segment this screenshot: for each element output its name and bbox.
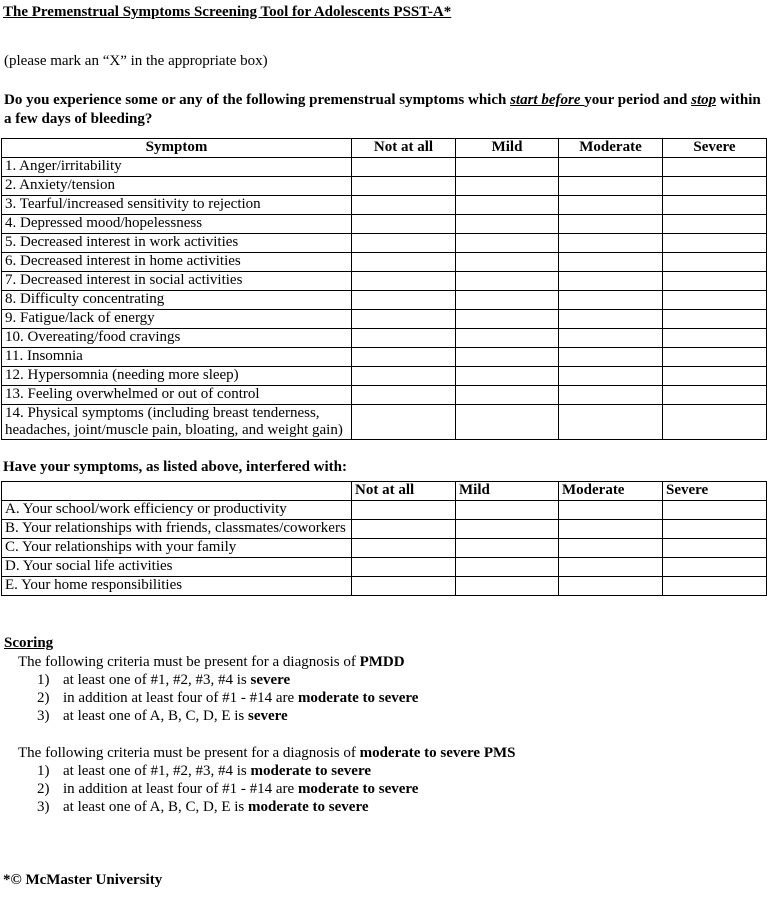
copyright-footer: *© McMaster University	[3, 872, 163, 888]
response-cell-not-at-all[interactable]	[352, 577, 456, 596]
response-cell-severe[interactable]	[663, 558, 767, 577]
response-cell-severe[interactable]	[663, 577, 767, 596]
response-cell-moderate[interactable]	[559, 348, 663, 367]
response-cell-moderate[interactable]	[559, 272, 663, 291]
symptom-label: 12. Hypersomnia (needing more sleep)	[2, 367, 352, 386]
symptom-row	[2, 329, 767, 348]
symptom-label: 5. Decreased interest in work activities	[2, 234, 352, 253]
interference-table	[1, 481, 767, 596]
response-cell-moderate[interactable]	[559, 367, 663, 386]
symptom-label: 8. Difficulty concentrating	[2, 291, 352, 310]
response-cell-not-at-all[interactable]	[352, 272, 456, 291]
response-cell-severe[interactable]	[663, 539, 767, 558]
scoring-item-number: 1)	[37, 672, 50, 688]
response-cell-moderate[interactable]	[559, 253, 663, 272]
response-cell-not-at-all[interactable]	[352, 539, 456, 558]
symptom-row	[2, 272, 767, 291]
column-header-not-at-all: Not at all	[352, 482, 456, 501]
response-cell-severe[interactable]	[663, 196, 767, 215]
response-cell-mild[interactable]	[456, 577, 559, 596]
response-cell-moderate[interactable]	[559, 291, 663, 310]
page-title: The Premenstrual Symptoms Screening Tool for Adolescents PSST-A*	[3, 4, 452, 20]
response-cell-moderate[interactable]	[559, 501, 663, 520]
symptom-row	[2, 386, 767, 405]
response-cell-not-at-all[interactable]	[352, 253, 456, 272]
pmdd-intro	[18, 653, 764, 671]
response-cell-mild[interactable]	[456, 215, 559, 234]
response-cell-moderate[interactable]	[559, 215, 663, 234]
scoring-item-text: at least one of #1, #2, #3, #4 is moderate to severe	[63, 763, 371, 779]
column-header-mild: Mild	[456, 482, 559, 501]
response-cell-not-at-all[interactable]	[352, 196, 456, 215]
response-cell-severe[interactable]	[663, 329, 767, 348]
symptom-row	[2, 234, 767, 253]
scoring-item-text: in addition at least four of #1 - #14 are moderate to severe	[63, 690, 419, 706]
scoring-item	[37, 671, 764, 689]
response-cell-severe[interactable]	[663, 177, 767, 196]
scoring-item-number: 3)	[37, 708, 50, 724]
response-cell-mild[interactable]	[456, 405, 559, 440]
scoring-item	[37, 707, 764, 725]
response-cell-severe[interactable]	[663, 158, 767, 177]
response-cell-mild[interactable]	[456, 272, 559, 291]
response-cell-severe[interactable]	[663, 367, 767, 386]
response-cell-severe[interactable]	[663, 310, 767, 329]
column-header-moderate: Moderate	[559, 139, 663, 158]
symptom-row	[2, 348, 767, 367]
response-cell-moderate[interactable]	[559, 405, 663, 440]
scoring-item-text: at least one of A, B, C, D, E is moderate to severe	[63, 799, 369, 815]
response-cell-mild[interactable]	[456, 310, 559, 329]
symptom-label: 7. Decreased interest in social activities	[2, 272, 352, 291]
interference-row	[2, 520, 767, 539]
response-cell-moderate[interactable]	[559, 520, 663, 539]
symptom-row	[2, 405, 767, 440]
symptom-label: 4. Depressed mood/hopelessness	[2, 215, 352, 234]
interference-table-header-row	[2, 482, 767, 501]
symptom-table	[1, 138, 767, 440]
column-header-symptom: Symptom	[2, 139, 352, 158]
response-cell-moderate[interactable]	[559, 329, 663, 348]
response-cell-not-at-all[interactable]	[352, 177, 456, 196]
response-cell-not-at-all[interactable]	[352, 367, 456, 386]
question-emphasis: start before	[510, 92, 585, 108]
instruction-text: (please mark an “X” in the appropriate box)	[4, 53, 268, 69]
response-cell-not-at-all[interactable]	[352, 158, 456, 177]
response-cell-moderate[interactable]	[559, 539, 663, 558]
symptom-row	[2, 215, 767, 234]
response-cell-mild[interactable]	[456, 177, 559, 196]
response-cell-moderate[interactable]	[559, 158, 663, 177]
response-cell-moderate[interactable]	[559, 577, 663, 596]
question-part: within a few days of bleeding?	[4, 92, 761, 127]
symptom-label: 14. Physical symptoms (including breast tenderness, headaches, joint/muscle pain, bloating, and weight gain)	[2, 405, 352, 440]
question-emphasis: stop	[691, 92, 717, 108]
symptom-label: 9. Fatigue/lack of energy	[2, 310, 352, 329]
response-cell-mild[interactable]	[456, 234, 559, 253]
response-cell-mild[interactable]	[456, 196, 559, 215]
response-cell-moderate[interactable]	[559, 177, 663, 196]
symptom-label: 6. Decreased interest in home activities	[2, 253, 352, 272]
scoring-item-number: 3)	[37, 799, 50, 815]
pms-term: moderate to severe PMS	[359, 745, 516, 761]
response-cell-mild[interactable]	[456, 348, 559, 367]
symptom-row	[2, 291, 767, 310]
interference-row	[2, 539, 767, 558]
symptom-row	[2, 367, 767, 386]
symptom-label: 11. Insomnia	[2, 348, 352, 367]
response-cell-severe[interactable]	[663, 405, 767, 440]
response-cell-severe[interactable]	[663, 253, 767, 272]
response-cell-moderate[interactable]	[559, 234, 663, 253]
response-cell-mild[interactable]	[456, 253, 559, 272]
response-cell-mild[interactable]	[456, 501, 559, 520]
scoring-item-text: at least one of #1, #2, #3, #4 is severe	[63, 672, 291, 688]
response-cell-mild[interactable]	[456, 291, 559, 310]
scoring-heading: Scoring	[4, 635, 54, 651]
interference-row	[2, 577, 767, 596]
interference-row	[2, 558, 767, 577]
symptom-label: 10. Overeating/food cravings	[2, 329, 352, 348]
scoring-section	[4, 634, 764, 816]
question-part: your period and	[584, 92, 692, 108]
response-cell-mild[interactable]	[456, 539, 559, 558]
interference-label: B. Your relationships with friends, classmates/coworkers	[2, 520, 352, 539]
scoring-item	[37, 762, 764, 780]
symptom-row	[2, 310, 767, 329]
question-text	[4, 91, 764, 129]
symptom-label: 3. Tearful/increased sensitivity to rejection	[2, 196, 352, 215]
response-cell-mild[interactable]	[456, 520, 559, 539]
pms-intro-text: The following criteria must be present for a diagnosis of	[18, 745, 360, 761]
interference-row	[2, 501, 767, 520]
response-cell-severe[interactable]	[663, 501, 767, 520]
response-cell-mild[interactable]	[456, 329, 559, 348]
symptom-table-header-row	[2, 139, 767, 158]
symptom-label: 13. Feeling overwhelmed or out of control	[2, 386, 352, 405]
response-cell-not-at-all[interactable]	[352, 520, 456, 539]
pmdd-intro-text: The following criteria must be present for a diagnosis of	[18, 654, 360, 670]
response-cell-severe[interactable]	[663, 291, 767, 310]
response-cell-not-at-all[interactable]	[352, 501, 456, 520]
response-cell-moderate[interactable]	[559, 386, 663, 405]
symptom-label: 1. Anger/irritability	[2, 158, 352, 177]
response-cell-not-at-all[interactable]	[352, 234, 456, 253]
scoring-item-text: in addition at least four of #1 - #14 are moderate to severe	[63, 781, 419, 797]
response-cell-not-at-all[interactable]	[352, 558, 456, 577]
response-cell-moderate[interactable]	[559, 196, 663, 215]
interference-heading: Have your symptoms, as listed above, interfered with:	[3, 459, 348, 475]
scoring-item	[37, 798, 764, 816]
response-cell-severe[interactable]	[663, 215, 767, 234]
pms-intro	[18, 744, 764, 762]
response-cell-severe[interactable]	[663, 386, 767, 405]
response-cell-mild[interactable]	[456, 386, 559, 405]
column-header-not-at-all: Not at all	[352, 139, 456, 158]
symptom-row	[2, 177, 767, 196]
response-cell-moderate[interactable]	[559, 558, 663, 577]
response-cell-moderate[interactable]	[559, 310, 663, 329]
pmdd-criteria	[4, 653, 764, 725]
interference-label: C. Your relationships with your family	[2, 539, 352, 558]
scoring-item-text: at least one of A, B, C, D, E is severe	[63, 708, 288, 724]
scoring-item-number: 1)	[37, 763, 50, 779]
scoring-item	[37, 780, 764, 798]
response-cell-not-at-all[interactable]	[352, 405, 456, 440]
interference-label: E. Your home responsibilities	[2, 577, 352, 596]
response-cell-severe[interactable]	[663, 234, 767, 253]
pmdd-term: PMDD	[359, 654, 405, 670]
column-header-severe: Severe	[663, 482, 767, 501]
response-cell-not-at-all[interactable]	[352, 310, 456, 329]
response-cell-severe[interactable]	[663, 520, 767, 539]
response-cell-mild[interactable]	[456, 367, 559, 386]
symptom-row	[2, 196, 767, 215]
response-cell-not-at-all[interactable]	[352, 348, 456, 367]
scoring-item-number: 2)	[37, 690, 50, 706]
column-header-moderate: Moderate	[559, 482, 663, 501]
response-cell-not-at-all[interactable]	[352, 329, 456, 348]
response-cell-not-at-all[interactable]	[352, 215, 456, 234]
response-cell-not-at-all[interactable]	[352, 291, 456, 310]
blank-header-cell	[2, 482, 352, 501]
scoring-item-number: 2)	[37, 781, 50, 797]
scoring-item	[37, 689, 764, 707]
pms-criteria	[4, 744, 764, 816]
symptom-row	[2, 158, 767, 177]
interference-label: D. Your social life activities	[2, 558, 352, 577]
column-header-severe: Severe	[663, 139, 767, 158]
question-part: Do you experience some or any of the following premenstrual symptoms which	[4, 92, 511, 108]
symptom-row	[2, 253, 767, 272]
response-cell-mild[interactable]	[456, 558, 559, 577]
response-cell-severe[interactable]	[663, 272, 767, 291]
interference-label: A. Your school/work efficiency or productivity	[2, 501, 352, 520]
response-cell-severe[interactable]	[663, 348, 767, 367]
symptom-label: 2. Anxiety/tension	[2, 177, 352, 196]
column-header-mild: Mild	[456, 139, 559, 158]
response-cell-mild[interactable]	[456, 158, 559, 177]
response-cell-not-at-all[interactable]	[352, 386, 456, 405]
